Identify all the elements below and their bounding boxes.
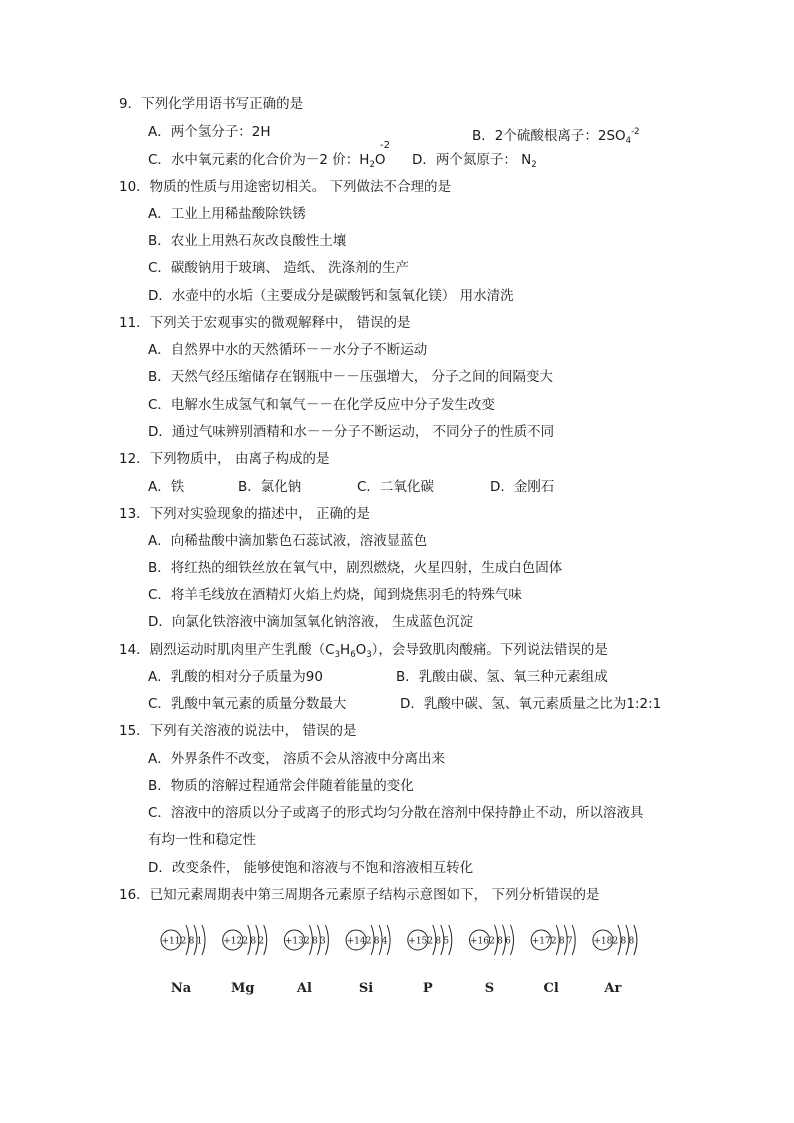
atom-cl-symbol: Cl — [543, 981, 559, 996]
atom-s-shell-arc — [511, 925, 514, 955]
q15-option-c-line2: 有均一性和稳定性 — [148, 832, 256, 848]
q12-stem: 12．下列物质中， 由离子构成的是 — [119, 451, 330, 467]
q15-stem: 15．下列有关溶液的说法中， 错误的是 — [119, 723, 357, 739]
q11-option-c: C．电解水生成氢气和氧气－－在化学反应中分子发生改变 — [148, 397, 495, 413]
q14-sub-h: 6 — [350, 650, 356, 660]
q14-sub-c: 3 — [334, 650, 341, 660]
atom-al-shell-arc — [325, 925, 328, 955]
atom-p — [408, 925, 452, 996]
atom-s-shell-electrons: 2 — [489, 936, 495, 947]
atom-na-shell-electrons: 1 — [196, 936, 203, 947]
q10-option-c: C．碳酸钠用于玻璃、 造纸、 洗涤剂的生产 — [148, 260, 410, 276]
atom-si-shell-electrons: 4 — [381, 936, 388, 947]
atom-al-symbol: Al — [296, 981, 312, 996]
q9-stem: 9．下列化学用语书写正确的是 — [119, 96, 304, 112]
q10-stem: 10．物质的性质与用途密切相关。 下列做法不合理的是 — [119, 179, 451, 195]
q16-stem: 16．已知元素周期表中第三周期各元素原子结构示意图如下， 下列分析错误的是 — [119, 887, 600, 903]
q12-option-b: B．氯化钠 — [238, 479, 302, 495]
q9-option-c-valence: -2 — [380, 140, 390, 151]
q9-option-b-text: B．2个硫酸根离子：2SO — [472, 128, 626, 144]
atom-mg-shell-arc — [264, 925, 267, 955]
q9-option-d-text: D．两个氮原子： N — [412, 152, 532, 168]
atom-si-symbol: Si — [358, 981, 374, 996]
q12-option-c: C．二氧化碳 — [357, 479, 434, 495]
atom-mg-shell-electrons: 2 — [258, 936, 265, 947]
q9-option-a: A．两个氢分子：2H — [148, 124, 271, 140]
q10-option-b: B．农业上用熟石灰改良酸性土壤 — [148, 233, 347, 249]
q11-option-b: B．天然气经压缩储存在钢瓶中－－压强增大， 分子之间的间隔变大 — [148, 369, 554, 385]
q9-option-b-subscript: 4 — [625, 136, 632, 146]
atomic-structure-diagrams — [0, 900, 794, 1010]
atom-mg-shell-electrons: 2 — [242, 936, 249, 947]
atom-si — [346, 925, 390, 996]
q14-h: H — [340, 642, 351, 658]
atom-na-shell-electrons: 2 — [180, 936, 187, 947]
q9-option-b-superscript: -2 — [631, 127, 640, 137]
q14-sub-o: 3 — [366, 650, 372, 660]
atom-p-shell-arc — [449, 925, 452, 955]
atom-al — [284, 925, 328, 996]
atom-si-shell-electrons: 2 — [365, 936, 372, 947]
atom-al-shell-electrons: 8 — [312, 936, 318, 947]
q14-option-c: C．乳酸中氧元素的质量分数最大 — [148, 696, 347, 712]
atom-na-symbol: Na — [170, 981, 192, 996]
atom-p-shell-electrons: 2 — [427, 936, 434, 947]
atom-mg-shell-electrons: 8 — [250, 936, 257, 947]
q15-option-c-line1: C．溶液中的溶质以分子或离子的形式均匀分散在溶剂中保持静止不动，所以溶液具 — [148, 805, 644, 821]
q9-option-c-text: C．水中氧元素的化合价为－2 价：H — [148, 152, 370, 168]
atom-cl-shell-arc — [572, 925, 575, 955]
atom-p-symbol: P — [422, 981, 433, 996]
q9-option-d — [412, 151, 537, 174]
atom-na-shell-electrons: 8 — [188, 936, 195, 947]
atom-ar-symbol: Ar — [604, 981, 622, 996]
q14-stem — [119, 641, 608, 664]
q15-option-b: B．物质的溶解过程通常会伴随着能量的变化 — [148, 778, 414, 794]
q10-option-d: D．水壶中的水垢（主要成分是碳酸钙和氢氧化镁） 用水清洗 — [148, 288, 514, 304]
atom-na-nucleus-label: +11 — [161, 936, 181, 947]
atom-s-nucleus-label: +16 — [470, 936, 489, 947]
q13-option-c: C．将羊毛线放在酒精灯火焰上灼烧，闻到烧焦羽毛的特殊气味 — [148, 587, 522, 603]
atom-ar-nucleus-label: +18 — [593, 936, 613, 947]
atom-cl-shell-electrons: 8 — [558, 936, 565, 947]
q14-o: O — [355, 642, 367, 658]
atom-cl-shell-electrons: 2 — [550, 936, 557, 947]
atom-al-nucleus-label: +13 — [284, 936, 304, 947]
q14-stem-end: ），会导致肌肉酸痛。下列说法错误的是 — [371, 642, 608, 658]
q10-option-a: A．工业上用稀盐酸除铁锈 — [148, 206, 306, 222]
q13-stem: 13．下列对实验现象的描述中， 正确的是 — [119, 506, 370, 522]
q15-option-d: D．改变条件， 能够使饱和溶液与不饱和溶液相互转化 — [148, 860, 474, 876]
q9-option-c-oxygen: O — [374, 152, 386, 168]
atom-si-shell-electrons: 8 — [373, 936, 380, 947]
q14-option-d: D．乳酸中碳、氢、氧元素质量之比为1:2:1 — [400, 696, 662, 712]
atom-al-shell-electrons: 2 — [304, 936, 310, 947]
q9-option-c — [148, 151, 386, 174]
atom-cl — [531, 925, 575, 996]
atom-si-nucleus-label: +14 — [346, 936, 366, 947]
q11-option-a: A．自然界中水的天然循环－－水分子不断运动 — [148, 342, 428, 358]
q12-option-a: A．铁 — [148, 479, 185, 495]
atom-si-shell-arc — [387, 925, 390, 955]
q14-stem-start: 14．剧烈运动时肌肉里产生乳酸（C — [119, 642, 335, 658]
q11-stem: 11．下列关于宏观事实的微观解释中， 错误的是 — [119, 315, 411, 331]
atom-na — [161, 925, 205, 996]
atom-p-shell-electrons: 5 — [443, 936, 450, 947]
atom-mg-symbol: Mg — [230, 981, 255, 996]
atom-s-shell-electrons: 8 — [497, 936, 503, 947]
q15-option-a: A．外界条件不改变， 溶质不会从溶液中分离出来 — [148, 751, 446, 767]
atom-na-shell-arc — [202, 925, 205, 955]
q14-option-b: B．乳酸由碳、氢、氧三种元素组成 — [396, 669, 608, 685]
atom-p-shell-electrons: 8 — [435, 936, 442, 947]
q9-option-d-subscript: 2 — [531, 160, 537, 170]
atom-ar-shell-electrons: 8 — [620, 936, 627, 947]
q9-option-c-subscript: 2 — [369, 160, 375, 170]
atom-cl-shell-electrons: 7 — [566, 936, 573, 947]
q14-option-a: A．乳酸的相对分子质量为90 — [148, 669, 323, 685]
q12-option-d: D．金刚石 — [490, 479, 555, 495]
atom-mg — [223, 925, 267, 996]
q11-option-d: D．通过气味辨别酒精和水－－分子不断运动， 不同分子的性质不同 — [148, 424, 555, 440]
q9-option-b — [472, 123, 640, 150]
q13-option-b: B．将红热的细铁丝放在氧气中，剧烈燃烧，火星四射，生成白色固体 — [148, 560, 563, 576]
atom-mg-nucleus-label: +12 — [223, 936, 243, 947]
atom-cl-nucleus-label: +17 — [531, 936, 551, 947]
atom-ar — [593, 925, 637, 996]
atom-al-shell-electrons: 3 — [320, 936, 326, 947]
atom-ar-shell-arc — [634, 925, 637, 955]
atom-ar-shell-electrons: 8 — [628, 936, 635, 947]
q13-option-d: D．向氯化铁溶液中滴加氢氧化钠溶液， 生成蓝色沉淀 — [148, 614, 474, 630]
q13-option-a: A．向稀盐酸中滴加紫色石蕊试液，溶液显蓝色 — [148, 533, 428, 549]
atom-s-symbol: S — [484, 981, 495, 996]
atom-s — [470, 925, 514, 996]
atom-p-nucleus-label: +15 — [408, 936, 428, 947]
atom-s-shell-electrons: 6 — [505, 936, 511, 947]
atom-ar-shell-electrons: 2 — [612, 936, 619, 947]
